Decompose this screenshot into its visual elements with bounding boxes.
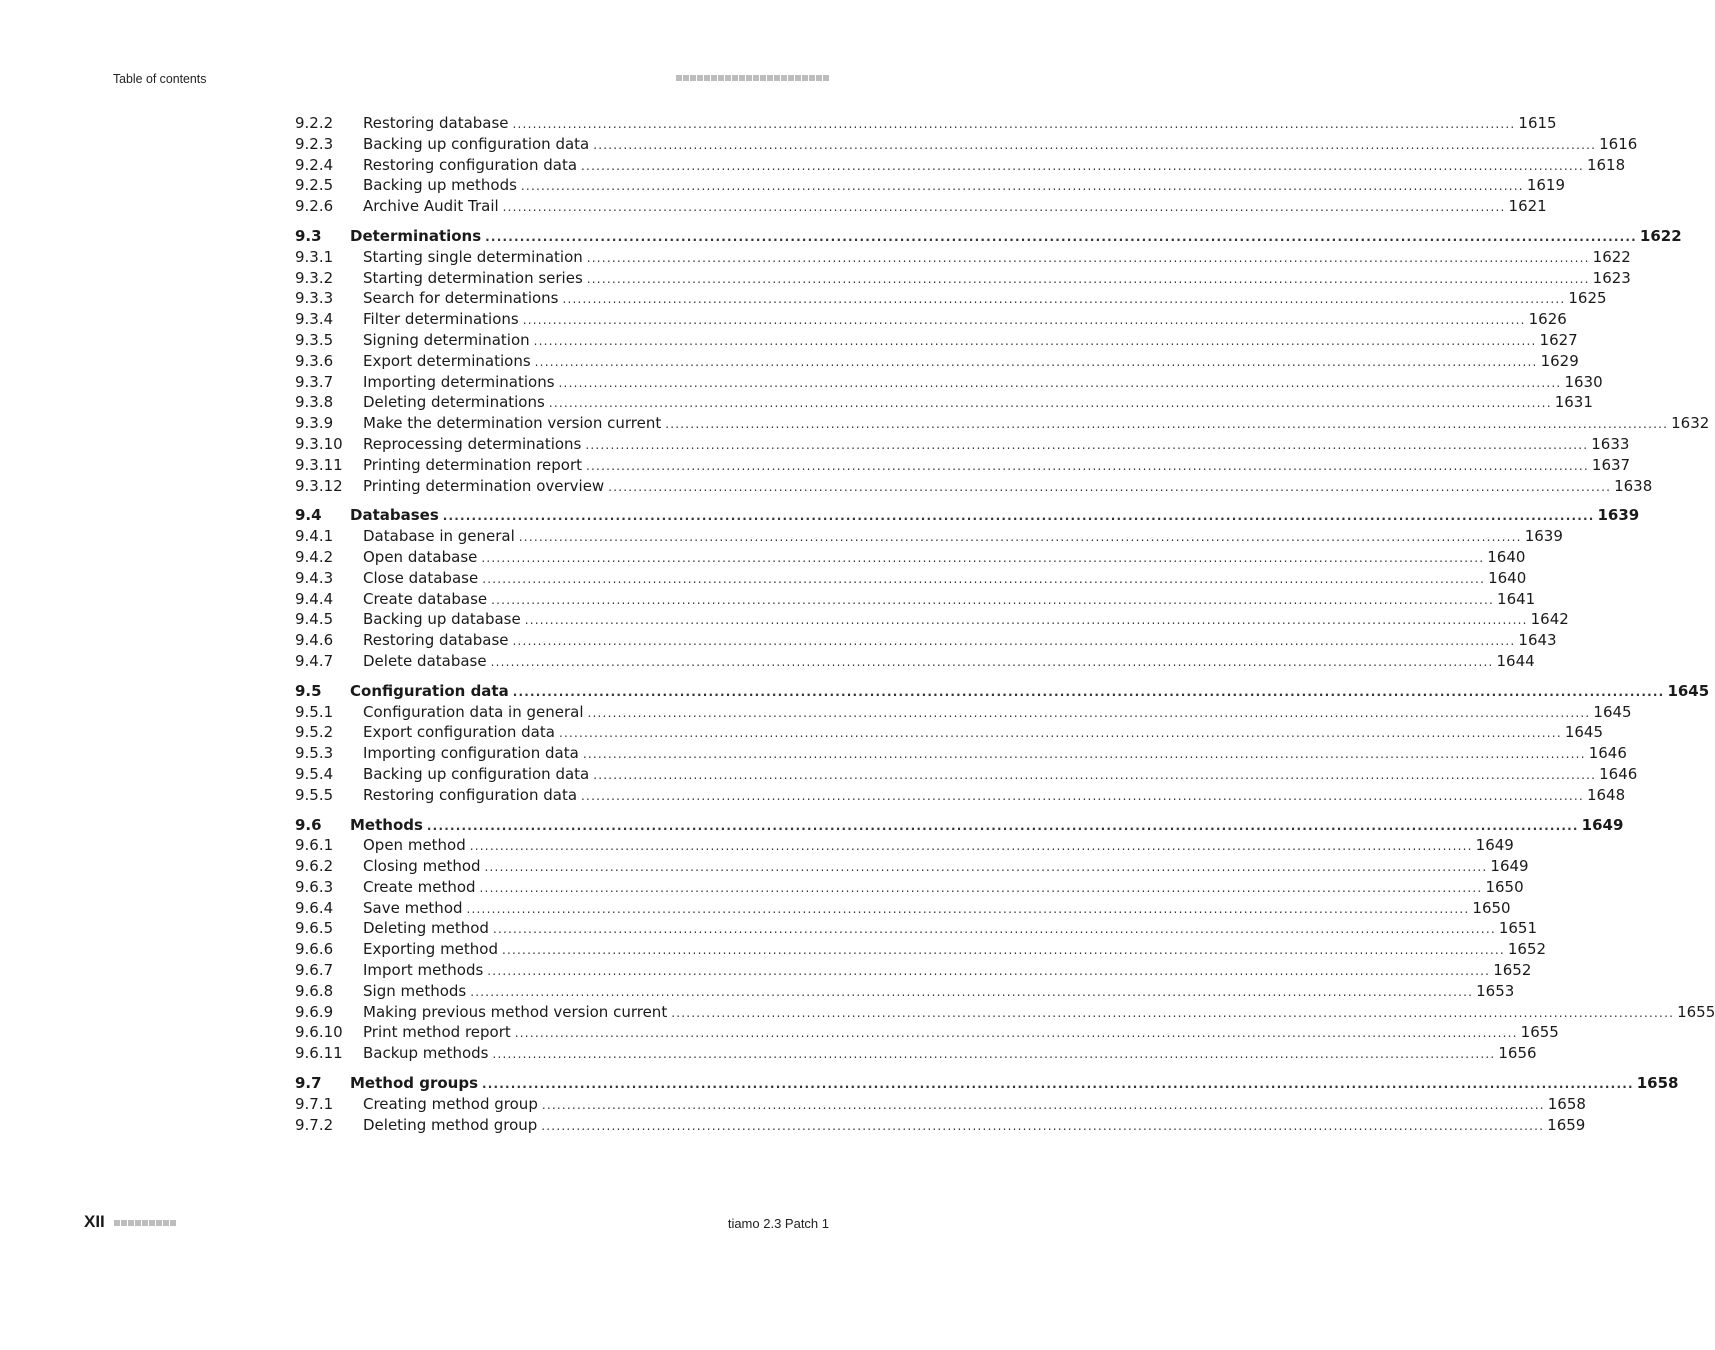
toc-entry-row[interactable] [295,351,1579,372]
toc-entry-title: Import methods [363,961,484,980]
dot-leader: ........................................................................................................................................................................................................ [541,1097,1545,1112]
toc-entry-row[interactable] [295,1002,1715,1023]
decoration-square [121,1220,127,1226]
decoration-square [718,75,724,81]
toc-entry-number: 9.6.3 [295,877,334,896]
toc-entry-number: 9.4 [295,506,322,525]
toc-entry-number: 9.6.9 [295,1002,334,1021]
toc-entry-page: 1652 [1507,940,1547,959]
footer-decoration-squares [114,1220,176,1226]
toc-entry-row[interactable] [295,113,1557,134]
toc-entry-row[interactable] [295,568,1527,589]
toc-entry-row[interactable] [295,960,1532,981]
dot-leader: ........................................................................................................................................................................................................ [492,1047,1496,1062]
dot-leader: ........................................................................................................................................................................................................ [520,179,1524,194]
toc-entry-title: Backing up database [363,610,521,629]
toc-entry-row[interactable] [295,1022,1559,1043]
toc-entry-number: 9.4.3 [295,568,334,587]
dot-leader: ........................................................................................................................................................................................................ [581,158,1584,173]
toc-entry-title: Importing determinations [363,372,555,391]
toc-entry-title: Restoring database [363,114,509,132]
decoration-square [697,75,703,81]
toc-entry-title: Save method [363,898,463,917]
dot-leader: ........................................................................................................................................................................................................ [541,1118,1545,1133]
toc-entry-page: 1649 [1581,815,1624,834]
toc-entry-row[interactable] [295,939,1547,960]
toc-entry-title: Backing up configuration data [363,764,590,783]
toc-entry-page: 1649 [1490,857,1529,876]
toc-entry-number: 9.4.1 [295,527,334,546]
page-number: XII [84,1212,105,1231]
toc-entry-title: Create database [363,589,488,608]
toc-entry-number: 9.6.8 [295,981,334,1000]
toc-entry-title: Reprocessing determinations [363,434,582,453]
toc-entry-row[interactable] [295,702,1632,723]
decoration-square [781,75,787,81]
toc-entry-row[interactable] [295,1115,1586,1136]
dot-leader: ........................................................................................................................................................................................................ [512,117,1516,131]
toc-entry-title: Exporting method [363,940,498,959]
toc-entry-page: 1651 [1498,919,1538,938]
toc-entry-row[interactable] [295,609,1569,630]
dot-leader: ........................................................................................................................................................................................................ [558,726,1562,741]
header-decoration-squares [676,75,829,81]
toc-entry-number: 9.6.7 [295,961,334,980]
toc-entry-number: 9.7.2 [295,1115,334,1134]
dot-leader: ........................................................................................................................................................................................................ [490,654,1494,669]
toc-entry-page: 1659 [1547,1115,1586,1134]
decoration-square [809,75,815,81]
toc-entry-title: Backing up configuration data [363,134,590,153]
toc-entry-number: 9.3.1 [295,247,334,266]
toc-entry-page: 1646 [1599,764,1638,783]
toc-entry-number: 9.6.4 [295,898,334,917]
dot-leader: ........................................................................................................................................................................................................ [671,1005,1675,1020]
dot-leader: ........................................................................................................................................................................................................ [608,479,1612,494]
dot-leader: ........................................................................................................................................................................................................ [512,634,1516,649]
dot-leader: ........................................................................................................................................................................................................ [482,571,1486,586]
dot-leader: ........................................................................................................................................................................................................ [482,1077,1634,1092]
toc-entry-number: 9.3.8 [295,393,334,412]
toc-entry-number: 9.5.2 [295,723,334,742]
decoration-square [135,1220,141,1226]
dot-leader: ........................................................................................................................................................................................................ [487,964,1491,979]
toc-entry-page: 1632 [1671,414,1710,433]
toc-entry-page: 1652 [1493,961,1532,980]
toc-entry-title: Export configuration data [363,723,555,742]
toc-entry-page: 1627 [1539,330,1578,349]
decoration-square [170,1220,176,1226]
decoration-square [128,1220,134,1226]
dot-leader: ........................................................................................................................................................................................................ [585,437,1589,452]
toc-entry-row[interactable] [295,651,1535,672]
toc-entry-title: Starting single determination [363,247,583,266]
toc-section-row[interactable] [295,681,1710,702]
toc-entry-title: Configuration data in general [363,702,584,721]
toc-entry-row[interactable] [295,330,1578,351]
toc-entry-number: 9.6.1 [295,836,334,855]
toc-entry-title: Restoring database [363,631,509,650]
toc-entry-page: 1622 [1592,247,1631,266]
toc-entry-title: Creating method group [363,1094,538,1113]
toc-entry-number: 9.5.1 [295,702,334,721]
dot-leader: ........................................................................................................................................................................................................ [481,550,1485,565]
decoration-square [149,1220,155,1226]
dot-leader: ........................................................................................................................................................................................................ [470,984,1474,999]
toc-entry-number: 9.6.5 [295,919,334,938]
toc-entry-page: 1650 [1485,877,1524,896]
decoration-square [753,75,759,81]
toc-entry-page: 1615 [1518,114,1557,132]
toc-entry-page: 1625 [1568,289,1607,308]
decoration-square [725,75,731,81]
toc-entry-page: 1644 [1496,651,1535,670]
toc-entry-number: 9.2.3 [295,134,334,153]
toc-entry-title: Closing method [363,857,481,876]
toc-entry-page: 1626 [1528,310,1567,329]
toc-entry-number: 9.6 [295,815,322,834]
dot-leader: ........................................................................................................................................................................................................ [469,839,1473,854]
toc-entry-title: Delete database [363,651,487,670]
dot-leader: ........................................................................................................................................................................................................ [665,417,1669,432]
toc-entry-number: 9.5.5 [295,785,334,804]
decoration-square [156,1220,162,1226]
dot-leader: ........................................................................................................................................................................................................ [586,271,1590,286]
toc-entry-title: Method groups [350,1074,478,1093]
dot-leader: ........................................................................................................................................................................................................ [562,292,1566,307]
toc-entry-page: 1637 [1591,455,1631,474]
toc-entry-title: Create method [363,877,476,896]
toc-entry-title: Database in general [363,527,515,546]
toc-entry-row[interactable] [295,547,1526,568]
dot-leader: ........................................................................................................................................................................................................ [558,375,1562,390]
toc-entry-row[interactable] [295,288,1607,309]
dot-leader: ........................................................................................................................................................................................................ [512,684,1665,699]
toc-entry-number: 9.3.12 [295,476,343,495]
toc-entry-page: 1643 [1518,631,1557,650]
toc-entry-row[interactable] [295,372,1603,393]
toc-entry-row[interactable] [295,526,1563,547]
toc-entry-number: 9.3.10 [295,434,343,453]
toc-entry-page: 1650 [1472,898,1511,917]
toc-entry-page: 1633 [1591,434,1630,453]
toc-entry-page: 1655 [1520,1023,1559,1042]
toc-entry-row[interactable] [295,589,1536,610]
toc-entry-number: 9.4.6 [295,631,334,650]
toc-entry-number: 9.3.7 [295,372,334,391]
toc-entry-title: Open method [363,836,466,855]
toc-entry-row[interactable] [295,175,1565,196]
toc-entry-row[interactable] [295,392,1593,413]
decoration-square [816,75,822,81]
toc-entry-number: 9.6.10 [295,1023,343,1042]
toc-entry-number: 9.2.6 [295,197,334,216]
decoration-square [767,75,773,81]
toc-entry-page: 1645 [1564,723,1604,742]
toc-entry-number: 9.3.9 [295,414,334,433]
decoration-square [690,75,696,81]
dot-leader: ........................................................................................................................................................................................................ [587,705,1591,720]
toc-entry-number: 9.2.2 [295,114,334,132]
toc-entry-title: Importing configuration data [363,744,579,763]
toc-entry-page: 1648 [1586,785,1626,804]
toc-entry-page: 1621 [1508,197,1547,216]
dot-leader: ........................................................................................................................................................................................................ [582,747,1586,762]
toc-entry-page: 1641 [1497,589,1536,608]
dot-leader: ........................................................................................................................................................................................................ [442,509,1595,524]
running-header-title: Table of contents [113,71,207,86]
toc-entry-title: Open database [363,547,478,566]
toc-entry-page: 1631 [1554,393,1593,412]
toc-entry-title: Deleting method group [363,1115,538,1134]
dot-leader: ........................................................................................................................................................................................................ [581,788,1584,803]
toc-entry-title: Printing determination report [363,455,583,474]
toc-entry-number: 9.7 [295,1074,322,1093]
toc-entry-row[interactable] [295,1043,1537,1064]
toc-entry-title: Signing determination [363,330,530,349]
toc-entry-row[interactable] [295,785,1626,806]
toc-entry-title: Sign methods [363,981,467,1000]
dot-leader: ........................................................................................................................................................................................................ [524,613,1528,628]
toc-entry-row[interactable] [295,764,1638,785]
toc-entry-title: Export determinations [363,351,531,370]
toc-entry-number: 9.4.7 [295,651,334,670]
decoration-square [739,75,745,81]
toc-entry-number: 9.3.3 [295,289,334,308]
decoration-square [142,1220,148,1226]
toc-entry-page: 1623 [1592,268,1631,287]
toc-entry-row[interactable] [295,134,1638,155]
decoration-square [732,75,738,81]
toc-entry-title: Filter determinations [363,310,519,329]
dot-leader: ........................................................................................................................................................................................................ [518,530,1522,545]
dot-leader: ........................................................................................................................................................................................................ [533,333,1537,348]
toc-entry-row[interactable] [295,268,1631,289]
toc-entry-page: 1653 [1476,981,1515,1000]
decoration-square [704,75,710,81]
toc-entry-number: 9.4.5 [295,610,334,629]
dot-leader: ........................................................................................................................................................................................................ [586,458,1589,473]
toc-entry-row[interactable] [295,877,1524,898]
toc-entry-page: 1639 [1597,506,1640,525]
toc-entry-row[interactable] [295,856,1529,877]
decoration-square [114,1220,120,1226]
dot-leader: ........................................................................................................................................................................................................ [502,200,1506,215]
toc-entry-title: Make the determination version current [363,414,662,433]
dot-leader: ........................................................................................................................................................................................................ [593,137,1597,152]
toc-entry-row[interactable] [295,434,1630,455]
toc-entry-row[interactable] [295,476,1653,497]
toc-entry-page: 1639 [1524,527,1563,546]
toc-entry-number: 9.2.5 [295,176,334,195]
toc-entry-number: 9.3.6 [295,351,334,370]
toc-entry-page: 1658 [1636,1074,1679,1093]
toc-entry-number: 9.3 [295,226,322,245]
toc-entry-number: 9.4.2 [295,547,334,566]
toc-entry-page: 1640 [1488,568,1527,587]
toc-entry-page: 1616 [1599,134,1638,153]
toc-entry-number: 9.3.11 [295,455,343,474]
toc-entry-title: Search for determinations [363,289,559,308]
dot-leader: ........................................................................................................................................................................................................ [466,901,1470,916]
toc-entry-row[interactable] [295,455,1631,476]
dot-leader: ........................................................................................................................................................................................................ [522,313,1526,328]
decoration-square [760,75,766,81]
product-version: tiamo 2.3 Patch 1 [727,1216,829,1231]
toc-entry-title: Printing determination overview [363,476,605,495]
toc-entry-title: Backing up methods [363,176,517,195]
toc-entry-page: 1646 [1588,744,1627,763]
toc-entry-number: 9.3.2 [295,268,334,287]
toc-entry-number: 9.2.4 [295,155,334,174]
toc-entry-row[interactable] [295,918,1538,939]
decoration-square [746,75,752,81]
toc-entry-row[interactable] [295,196,1547,217]
toc-entry-row[interactable] [295,722,1604,743]
toc-entry-number: 9.4.4 [295,589,334,608]
table-of-contents [295,113,1715,1135]
toc-entry-number: 9.6.11 [295,1044,343,1063]
toc-entry-page: 1638 [1614,476,1653,495]
decoration-square [163,1220,169,1226]
dot-leader: ........................................................................................................................................................................................................ [491,592,1495,607]
toc-entry-title: Deleting determinations [363,393,545,412]
toc-entry-title: Configuration data [350,681,509,700]
toc-entry-page: 1649 [1475,836,1514,855]
toc-entry-title: Backup methods [363,1044,489,1063]
toc-entry-page: 1658 [1547,1094,1586,1113]
dot-leader: ........................................................................................................................................................................................................ [548,396,1552,411]
toc-entry-title: Close database [363,568,479,587]
decoration-square [774,75,780,81]
toc-section-row[interactable] [295,1073,1679,1094]
toc-entry-row[interactable] [295,1094,1586,1115]
dot-leader: ........................................................................................................................................................................................................ [492,922,1496,937]
decoration-square [788,75,794,81]
toc-entry-page: 1656 [1498,1044,1537,1063]
toc-entry-page: 1622 [1639,226,1682,245]
toc-entry-page: 1642 [1530,610,1569,629]
toc-entry-row[interactable] [295,413,1710,434]
toc-entry-row[interactable] [295,898,1511,919]
toc-section-row[interactable] [295,815,1624,836]
toc-entry-title: Starting determination series [363,268,583,287]
toc-section-row[interactable] [295,505,1640,526]
toc-entry-number: 9.6.2 [295,857,334,876]
decoration-square [823,75,829,81]
toc-entry-number: 9.7.1 [295,1094,334,1113]
toc-entry-row[interactable] [295,835,1514,856]
toc-entry-page: 1630 [1564,372,1603,391]
toc-entry-title: Restoring configuration data [363,155,578,174]
toc-entry-page: 1645 [1593,702,1632,721]
toc-entry-row[interactable] [295,981,1515,1002]
toc-entry-number: 9.5.3 [295,744,334,763]
dot-leader: ........................................................................................................................................................................................................ [514,1026,1518,1041]
toc-entry-row[interactable] [295,247,1631,268]
toc-entry-number: 9.3.4 [295,310,334,329]
decoration-square [683,75,689,81]
toc-entry-number: 9.5.4 [295,764,334,783]
toc-entry-page: 1645 [1667,681,1710,700]
toc-entry-number: 9.5 [295,681,322,700]
dot-leader: ........................................................................................................................................................................................................ [479,880,1483,895]
toc-entry-title: Print method report [363,1023,511,1042]
decoration-square [676,75,682,81]
toc-entry-title: Methods [350,815,423,834]
toc-entry-title: Restoring configuration data [363,785,578,804]
decoration-square [711,75,717,81]
toc-entry-title: Making previous method version current [363,1002,668,1021]
dot-leader: ........................................................................................................................................................................................................ [586,250,1590,265]
toc-entry-title: Databases [350,506,439,525]
toc-entry-row[interactable] [295,743,1627,764]
toc-entry-row[interactable] [295,155,1626,176]
decoration-square [802,75,808,81]
toc-entry-title: Deleting method [363,919,489,938]
toc-entry-page: 1629 [1540,351,1579,370]
toc-entry-page: 1640 [1487,547,1526,566]
dot-leader: ........................................................................................................................................................................................................ [502,943,1505,958]
toc-entry-row[interactable] [295,309,1567,330]
toc-entry-page: 1655 [1677,1002,1715,1021]
toc-entry-page: 1618 [1586,155,1626,174]
toc-entry-number: 9.6.6 [295,940,334,959]
dot-leader: ........................................................................................................................................................................................................ [484,860,1488,875]
dot-leader: ........................................................................................................................................................................................................ [485,229,1637,244]
decoration-square [795,75,801,81]
toc-entry-row[interactable] [295,630,1557,651]
toc-entry-title: Archive Audit Trail [363,197,499,216]
toc-entry-page: 1619 [1526,176,1565,195]
dot-leader: ........................................................................................................................................................................................................ [426,818,1579,833]
toc-entry-number: 9.3.5 [295,330,334,349]
toc-section-row[interactable] [295,226,1682,247]
toc-entry-title: Determinations [350,226,482,245]
dot-leader: ........................................................................................................................................................................................................ [593,767,1597,782]
dot-leader: ........................................................................................................................................................................................................ [534,354,1538,369]
